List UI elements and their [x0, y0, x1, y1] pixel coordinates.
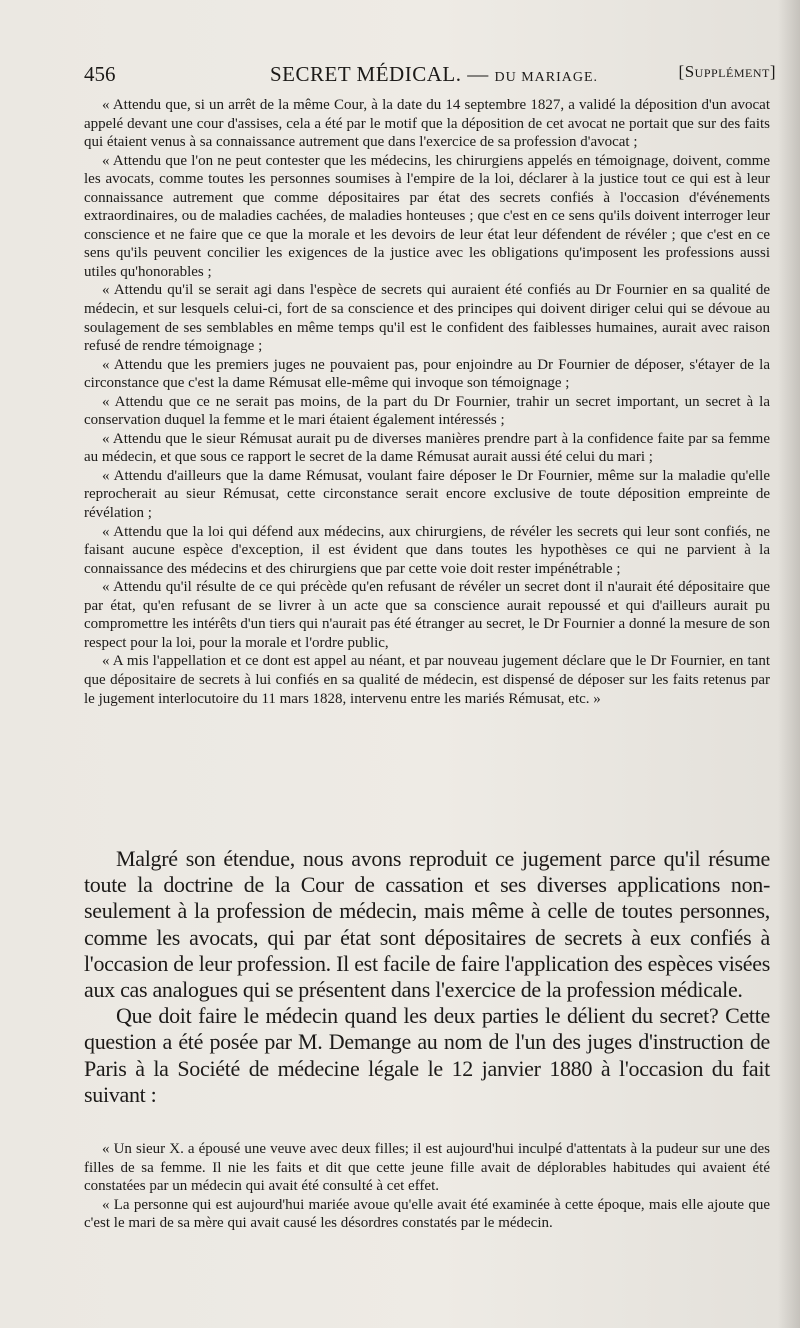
quote-paragraph: « Attendu que, si un arrêt de la même Cour, à la date du 14 septembre 1827, a validé la déposition d'un avocat appelé devant une cour d'assises, cela a été par le motif que la déposition de cet avocat ne portait que sur des faits qui étaient venus à sa connaissance autrement que dans l'exercice de sa profession d'avocat ;: [84, 97, 770, 151]
quote-paragraph: « Attendu que le sieur Rémusat aurait pu de diverses manières prendre part à la confidence faite par sa femme au médecin, et que sous ce rapport le secret de la dame Rémusat aurait aussi été celui du mari ;: [84, 430, 770, 466]
quote-paragraph: « Attendu que les premiers juges ne pouvaient pas, pour enjoindre au Dr Fournier de déposer, s'étayer de la circonstance que c'est la dame Rémusat elle-même qui invoque son témoignage ;: [84, 356, 770, 392]
page-number: 456: [84, 62, 116, 86]
quote-paragraph: « Attendu que ce ne serait pas moins, de la part du Dr Fournier, trahir un secret important, un secret à la conservation duquel la femme et le mari étaient également intéressés ;: [84, 393, 770, 429]
quote-paragraph: « Attendu que l'on ne peut contester que les médecins, les chirurgiens appelés en témoignage, doivent, comme les avocats, comme toutes les personnes soumises à l'empire de la loi, déclarer à la justice tout ce qui est à leur connaissance autrement que comme dépositaires par état des secrets confiés à l'occasion d'événements extraordinaires, ou de maladies cachées, de maladies honteuses ; que c'est en ce sens qu'ils doivent interroger leur conscience et ne faire que ce que la morale et les devoirs de leur état leur défendent de révéler ; que c'est en ce sens qu'ils peuvent concilier les exigences de la justice avec les obligations qu'imposent les professions aussi utiles qu'honorables ;: [84, 152, 770, 280]
body-paragraph: Malgré son étendue, nous avons reproduit ce jugement parce qu'il résume toute la doctrine de la Cour de cassation et ses diverses applications non-seulement à la profession de médecin, mais même à celle de toutes personnes, comme les avocats, qui par état sont dépositaires de secrets à eux confiés à l'occasion de leur profession. Il est facile de faire l'application des espèces visées aux cas analogues qui se présentent dans l'exercice de la profession médicale.: [84, 846, 770, 1003]
judgment-quote: [84, 96, 770, 708]
running-title: [270, 62, 598, 87]
section-label: [Supplément]: [678, 62, 776, 81]
case-paragraph: « Un sieur X. a épousé une veuve avec deux filles; il est aujourd'hui inculpé d'attentats à la pudeur sur une des filles de sa femme. Il nie les faits et dit que cette jeune fille avait de déplorables habitudes qui avaient été constatées par un médecin qui avait été consulté à cet effet.: [84, 1141, 770, 1195]
commentary-text: [84, 846, 770, 1108]
quote-paragraph: « Attendu qu'il résulte de ce qui précède qu'en refusant de révéler un secret dont il n'aurait été dépositaire que par état, qu'en refusant de se livrer à un acte que sa conscience aurait repoussé et qui d'ailleurs aurait pu compromettre les intérêts d'un tiers qui n'aurait pas été étranger au secret, le Dr Fournier a donné la mesure de son respect pour la loi, pour la morale et l'ordre public,: [84, 579, 770, 651]
running-subtitle: DU MARIAGE.: [494, 70, 599, 85]
page-edge-shadow: [778, 0, 800, 1328]
case-quote: [84, 1140, 770, 1233]
running-title-main: SECRET MÉDICAL. —: [270, 62, 495, 86]
quote-paragraph: « A mis l'appellation et ce dont est appel au néant, et par nouveau jugement déclare que le Dr Fournier, en tant que dépositaire de secrets à lui confiés en sa qualité de médecin, est dispensé de déposer sur les faits retenus par le jugement interlocutoire du 11 mars 1828, intervenu entre les mariés Rémusat, etc. »: [84, 653, 770, 707]
quote-paragraph: « Attendu d'ailleurs que la dame Rémusat, voulant faire déposer le Dr Fournier, même sur la maladie qu'elle reprocherait au sieur Rémusat, cette circonstance serait encore exclusive de toute déposition empreinte de révélation ;: [84, 467, 770, 522]
quote-paragraph: « Attendu que la loi qui défend aux médecins, aux chirurgiens, de révéler les secrets qui leur sont confiés, ne faisant aucune espèce d'exception, il est évident que dans toutes les hypothèses ce qui ne parvient à la connaissance des médecins et des chirurgiens que par cette voie doit rester impénétrable ;: [84, 523, 770, 577]
body-paragraph: Que doit faire le médecin quand les deux parties le délient du secret? Cette question a été posée par M. Demange au nom de l'un des juges d'instruction de Paris à la Société de médecine légale le 12 janvier 1880 à l'occasion du fait suivant :: [84, 1003, 770, 1107]
quote-paragraph: « Attendu qu'il se serait agi dans l'espèce de secrets qui auraient été confiés au Dr Fournier en sa qualité de médecin, et sur lesquels celui-ci, fort de sa conscience et des principes qui doivent diriger celui qui se dévoue au soulagement de ses semblables en même temps qu'il est le confident des faiblesses humaines, aurait avec raison refusé de rendre témoignage ;: [84, 282, 770, 355]
page-header: [84, 62, 784, 90]
case-paragraph: « La personne qui est aujourd'hui mariée avoue qu'elle avait été examinée à cette époque, mais elle ajoute que c'est le mari de sa mère qui avait causé les désordres constatés par le médecin.: [84, 1196, 770, 1232]
